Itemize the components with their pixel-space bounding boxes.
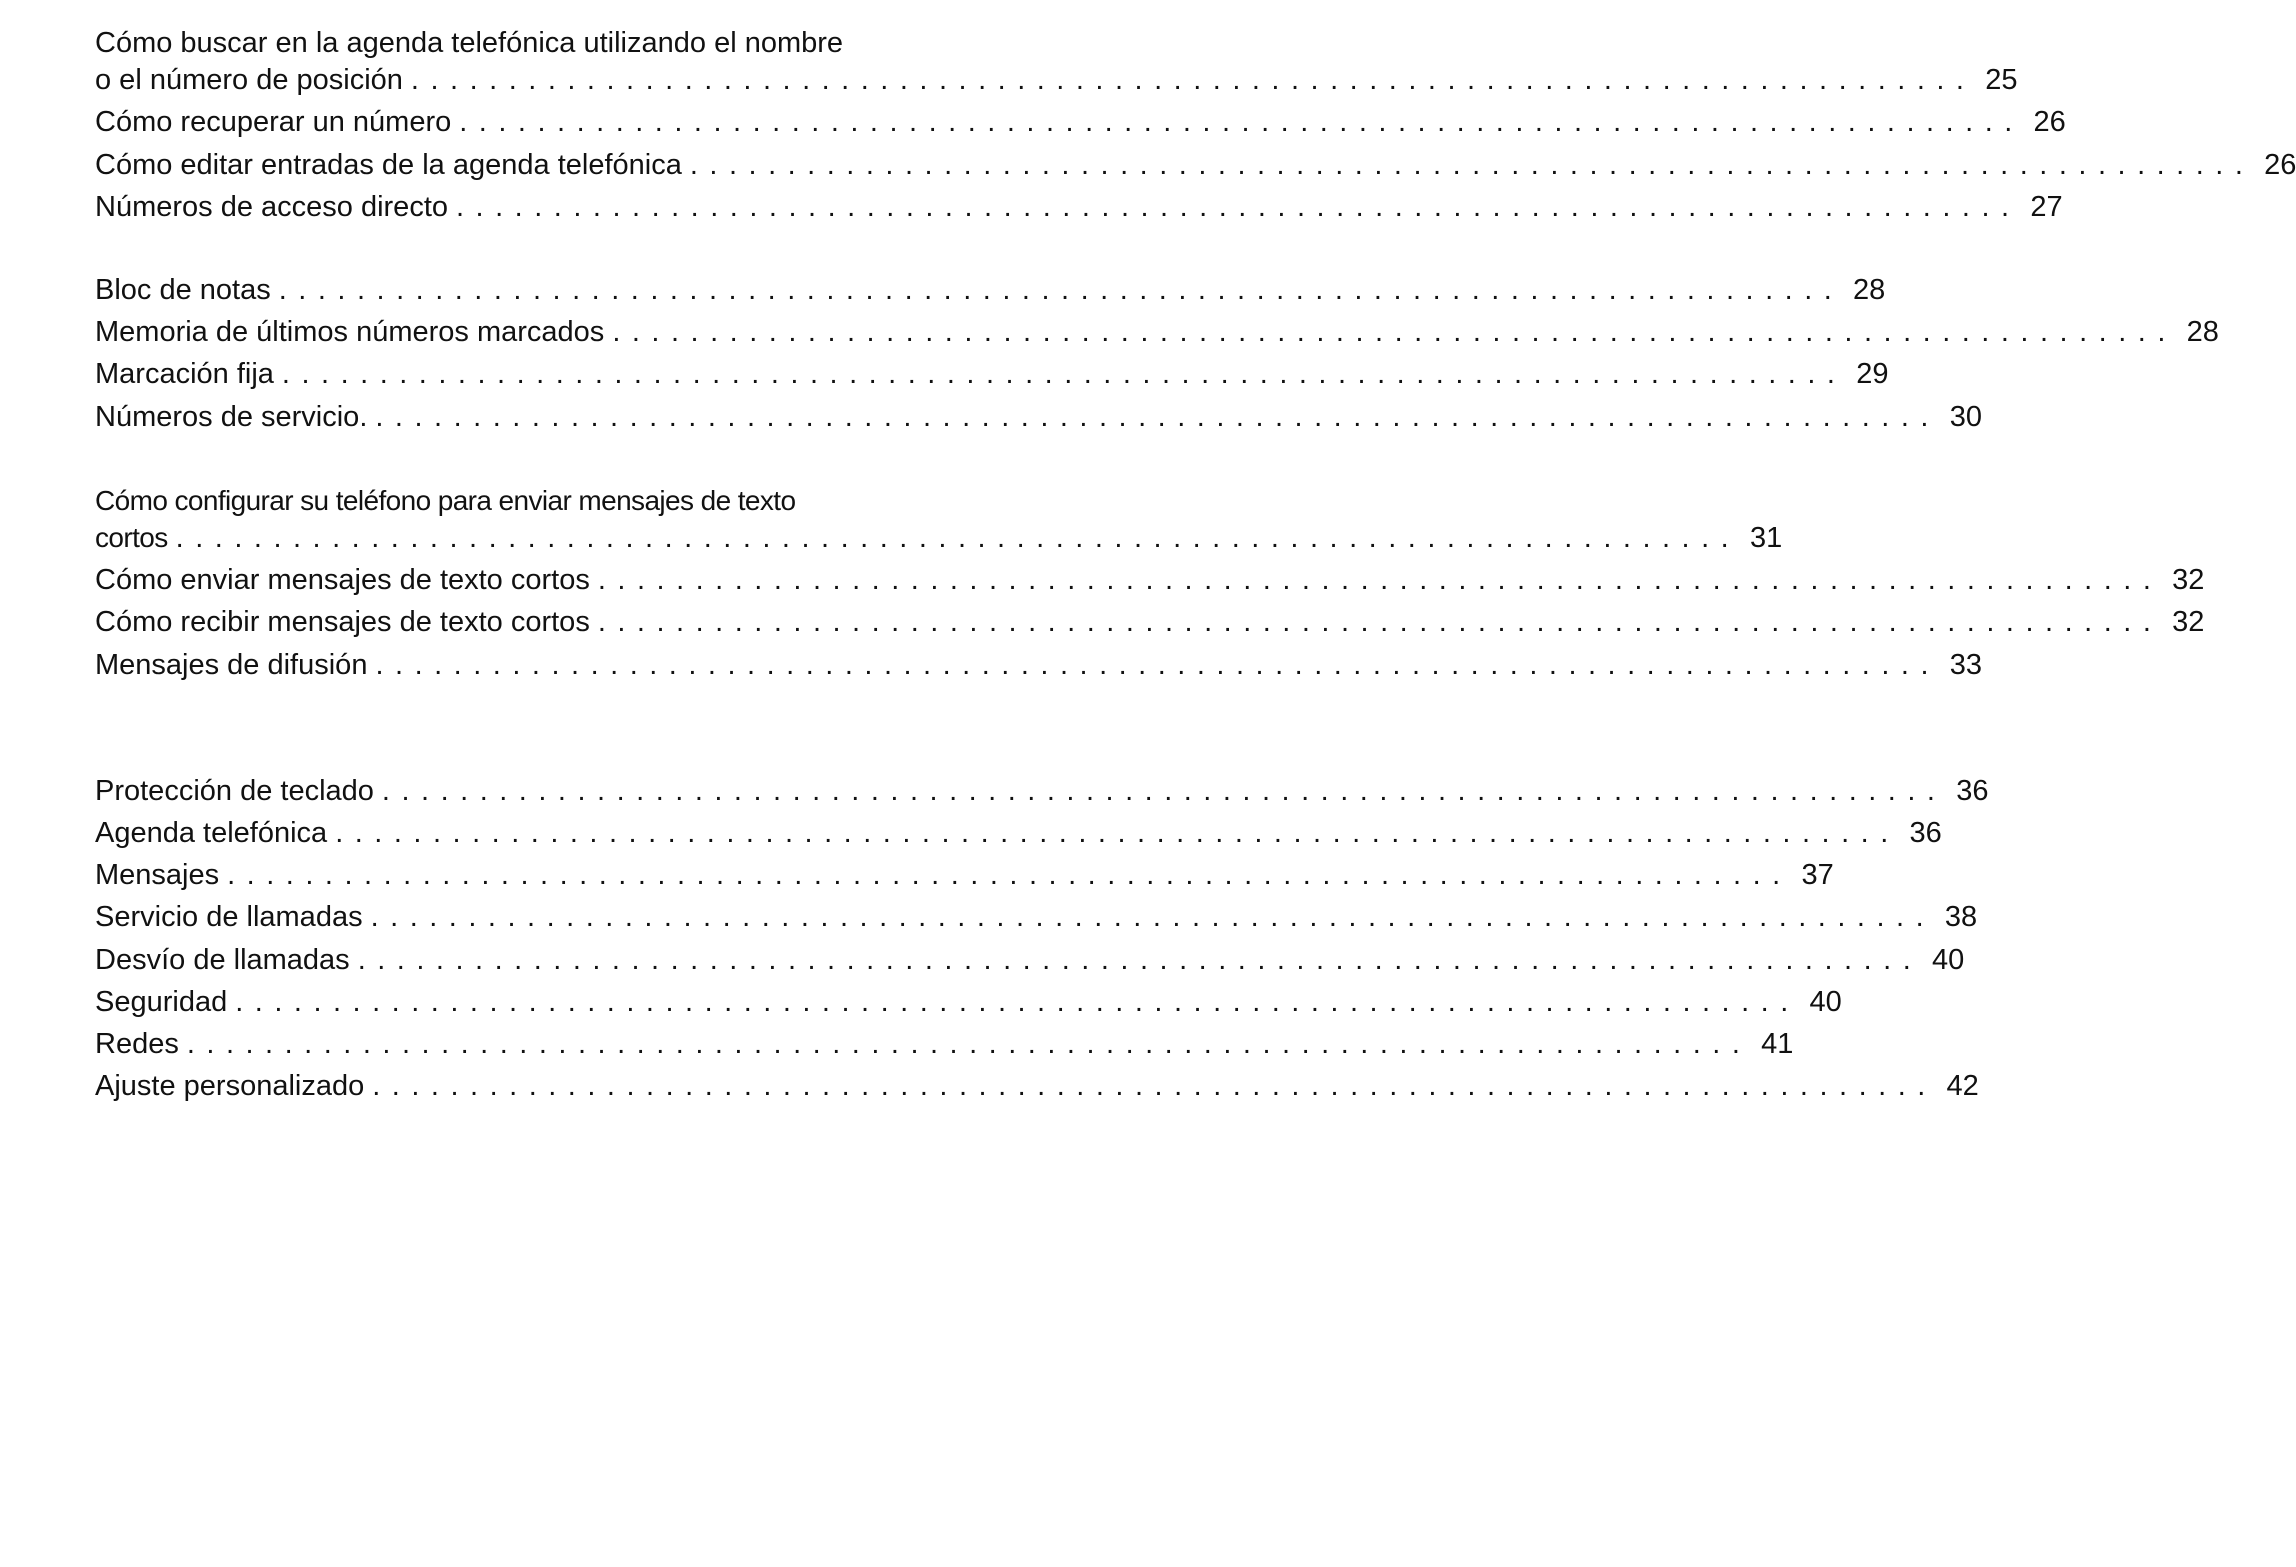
toc-entry-page-number: 26 [2033, 106, 2066, 139]
toc-entry-title: Cómo recuperar un número [95, 106, 452, 139]
toc-entry-page-number: 31 [1749, 522, 1783, 555]
toc-entry-title: cortos [95, 522, 168, 554]
toc-entry-title: Seguridad [95, 985, 228, 1018]
toc-entry-title: Protección de teclado [95, 774, 374, 807]
dot-leader: ................................................................................ [410, 64, 1976, 97]
toc-entry-title: Números de acceso directo [95, 190, 448, 223]
toc-entry-title: Redes [95, 1028, 179, 1061]
dot-leader: ................................................................................ [689, 148, 2255, 181]
toc-entry[interactable] [95, 981, 1842, 1023]
toc-entry-page-number: 38 [1944, 901, 1978, 934]
dot-leader: ................................................................................ [597, 606, 2163, 639]
toc-entry-title: Mensajes [95, 859, 220, 892]
toc-group-memory [95, 269, 2219, 438]
toc-entry[interactable] [95, 101, 2066, 143]
toc-entry-page-number: 29 [1856, 358, 1889, 391]
toc-entry-title: Desvío de llamadas [95, 943, 350, 976]
toc-entry-title: Cómo editar entradas de la agenda telefónica [95, 148, 682, 181]
dot-leader: ................................................................................ [357, 943, 1923, 976]
toc-entry-title: Números de servicio. [95, 400, 368, 433]
toc-entry[interactable] [95, 770, 1989, 812]
toc-entry-title-line1: Cómo buscar en la agenda telefónica utilizando el nombre [95, 27, 844, 59]
toc-entry-page-number: 36 [1909, 817, 1942, 850]
toc-entry[interactable] [95, 1065, 1979, 1107]
toc-entry-title: Bloc de notas [95, 274, 271, 307]
toc-entry-page-number: 42 [1946, 1070, 1979, 1103]
toc-entry-title: Cómo recibir mensajes de texto cortos [95, 606, 590, 639]
toc-entry-title: o el número de posición [95, 64, 403, 97]
dot-leader: ................................................................................ [459, 106, 2024, 139]
dot-leader: ................................................................................ [381, 774, 1947, 807]
dot-leader: ................................................................................ [227, 859, 1792, 892]
toc-entry-title: Ajuste personalizado [95, 1070, 365, 1103]
dot-leader: ................................................................................ [281, 358, 1847, 391]
table-of-contents [95, 22, 2296, 1107]
toc-entry[interactable] [95, 480, 1783, 559]
toc-entry-page-number: 25 [1985, 64, 2018, 97]
toc-entry[interactable] [95, 601, 2205, 643]
toc-entry-page-number: 40 [1932, 943, 1965, 976]
toc-entry-page-number: 36 [1956, 774, 1989, 807]
toc-entry-title: Memoria de últimos números marcados [95, 316, 605, 349]
toc-entry-page-number: 32 [2172, 564, 2205, 597]
toc-group-messages [95, 480, 2205, 686]
toc-entry-page-number: 26 [2264, 148, 2296, 181]
dot-leader: ................................................................................ [175, 522, 1741, 555]
dot-leader: ................................................................................ [375, 648, 1941, 681]
dot-leader: ................................................................................ [278, 274, 1844, 307]
toc-group-settings [95, 770, 1989, 1108]
toc-entry[interactable] [95, 311, 2219, 353]
dot-leader: ................................................................................ [597, 564, 2163, 597]
toc-entry-page-number: 28 [2186, 316, 2219, 349]
toc-entry[interactable] [95, 559, 2205, 601]
toc-entry-page-number: 40 [1809, 985, 1842, 1018]
toc-entry[interactable] [95, 396, 1982, 438]
toc-entry[interactable] [95, 353, 1889, 395]
toc-entry-title: Marcación fija [95, 358, 274, 391]
toc-entry-title: Agenda telefónica [95, 817, 328, 850]
toc-entry-page-number: 32 [2172, 606, 2205, 639]
toc-entry-page-number: 37 [1801, 859, 1834, 892]
toc-entry-title: Servicio de llamadas [95, 901, 363, 934]
toc-entry-page-number: 27 [2030, 190, 2063, 223]
toc-entry[interactable] [95, 854, 1834, 896]
toc-entry-page-number: 30 [1949, 400, 1982, 433]
toc-entry-page-number: 33 [1949, 648, 1983, 681]
toc-entry[interactable] [95, 939, 1965, 981]
dot-leader: ................................................................................ [612, 316, 2177, 349]
dot-leader: ................................................................................ [456, 190, 2021, 223]
dot-leader: ................................................................................ [375, 400, 1940, 433]
toc-entry[interactable] [95, 1023, 1794, 1065]
dot-leader: ................................................................................ [370, 901, 1936, 934]
dot-leader: ................................................................................ [186, 1028, 1752, 1061]
toc-entry[interactable] [95, 186, 2063, 228]
toc-entry-title: Mensajes de difusión [95, 648, 368, 681]
dot-leader: ................................................................................ [372, 1070, 1937, 1103]
toc-entry[interactable] [95, 269, 1886, 311]
dot-leader: ................................................................................ [335, 817, 1900, 850]
toc-entry-page-number: 41 [1761, 1028, 1794, 1061]
toc-entry-title: Cómo enviar mensajes de texto cortos [95, 564, 590, 597]
toc-entry[interactable] [95, 812, 1942, 854]
toc-entry[interactable] [95, 896, 1978, 938]
toc-entry[interactable] [95, 22, 2018, 101]
toc-entry[interactable] [95, 644, 1983, 686]
toc-entry[interactable] [95, 144, 2296, 186]
toc-entry-title-line1: Cómo configurar su teléfono para enviar mensajes de texto [95, 484, 796, 516]
dot-leader: ................................................................................ [235, 985, 1800, 1018]
toc-entry-page-number: 28 [1853, 274, 1886, 307]
toc-group-phonebook [95, 22, 2296, 228]
